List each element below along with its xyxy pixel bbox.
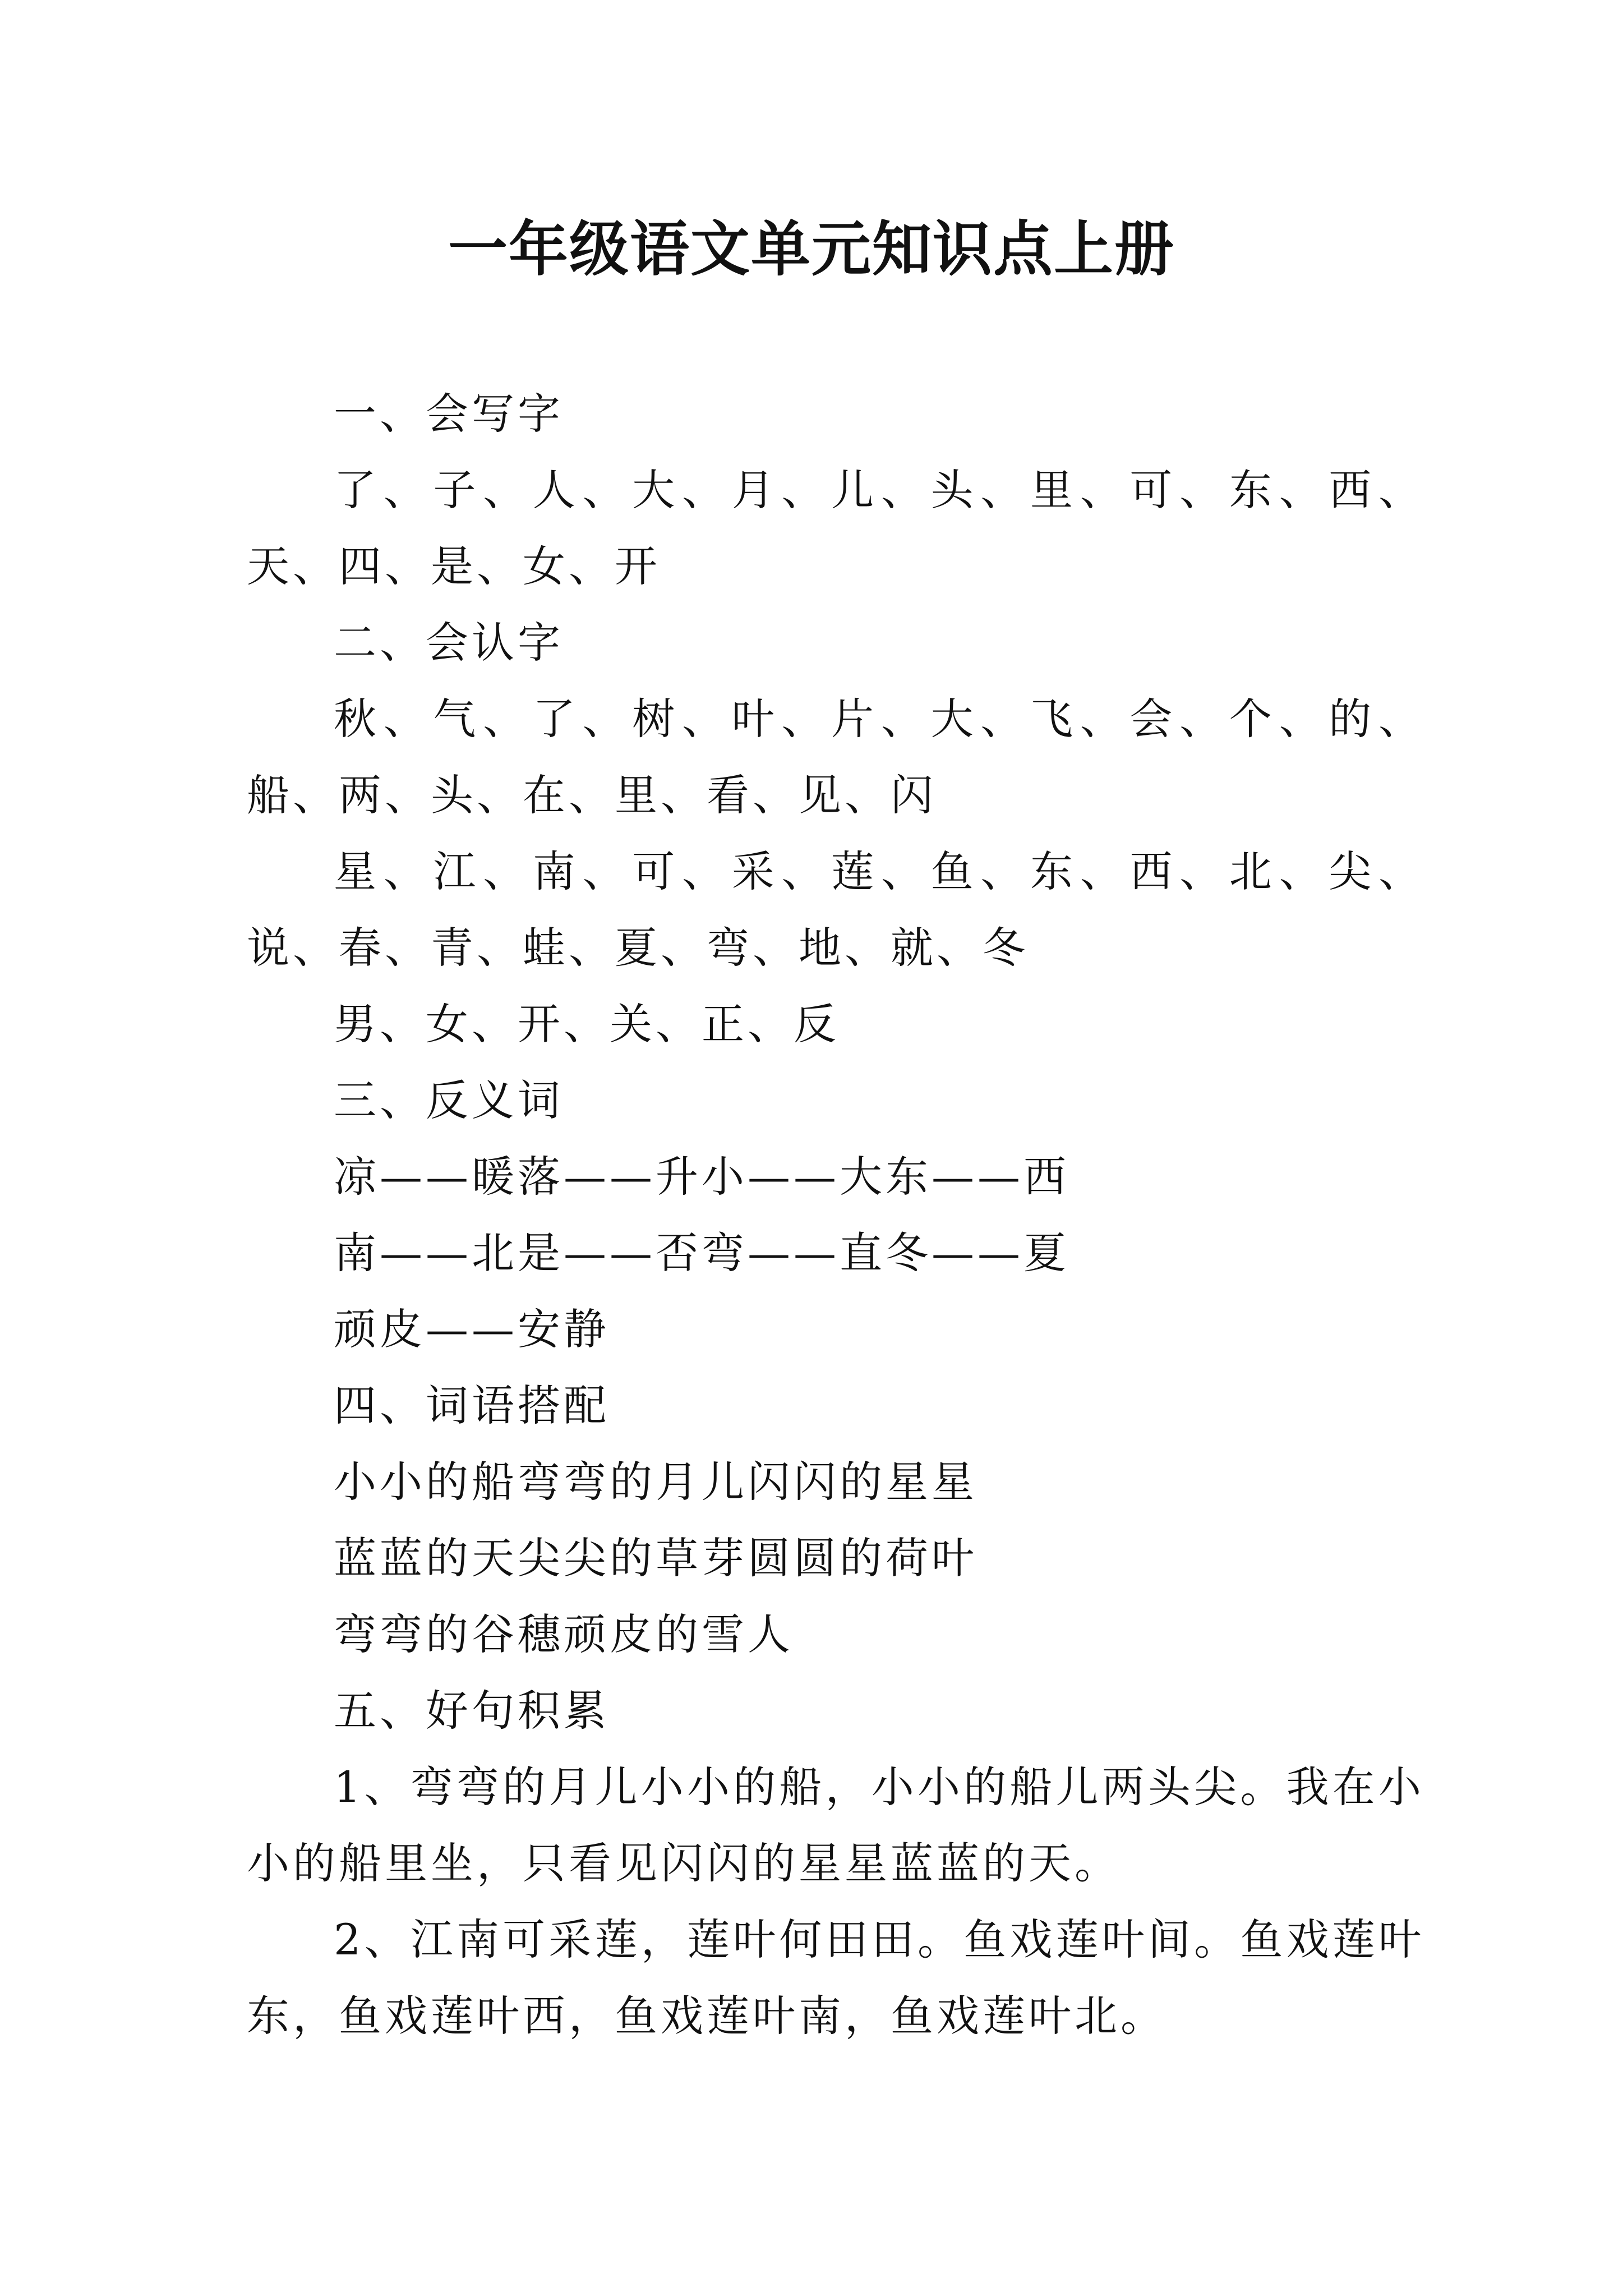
collocation-phrase: 尖尖的草芽 [518,1533,748,1583]
collocation-phrase: 蓝蓝的天 [334,1533,518,1583]
antonym-pair: 是——否 [518,1228,702,1278]
section-heading-write: 一、会写字 [334,389,564,439]
collocation-phrase: 顽皮的雪人 [564,1609,794,1659]
collocation-row [247,1520,1424,1596]
document-title: 一年级语文单元知识点上册 [448,214,1175,284]
section-heading-antonyms: 三、反义词 [334,1075,564,1125]
antonym-pair: 落——升 [518,1152,702,1202]
antonym-pair: 凉——暖 [334,1152,518,1202]
antonym-pair: 顽皮——安静 [334,1304,610,1354]
document-body [247,376,1424,2054]
antonym-pair: 弯——直 [702,1228,886,1278]
write-characters: 了、子、人、大、月、儿、头、里、可、东、西、天、四、是、女、开 [247,465,1424,591]
antonym-pair: 东——西 [886,1152,1069,1202]
antonym-pair: 小——大 [702,1152,886,1202]
section-heading-sentences: 五、好句积累 [334,1686,610,1736]
section-heading-collocations: 四、词语搭配 [334,1381,610,1430]
antonym-pair: 南——北 [334,1228,518,1278]
antonym-row [247,1139,1424,1215]
antonym-pair: 冬——夏 [886,1228,1069,1278]
recognize-characters-2: 星、江、南、可、采、莲、鱼、东、西、北、尖、说、春、青、蛙、夏、弯、地、就、冬 [247,846,1424,973]
collocation-phrase: 圆圆的荷叶 [748,1533,978,1583]
antonym-row [247,1215,1424,1291]
collocation-phrase: 弯弯的月儿 [518,1457,748,1507]
antonym-row [247,1291,1424,1368]
collocation-row [247,1596,1424,1673]
sentence-2: 2、江南可采莲，莲叶何田田。鱼戏莲叶间。鱼戏莲叶东，鱼戏莲叶西，鱼戏莲叶南，鱼戏莲叶北。 [247,1915,1424,2041]
collocation-phrase: 小小的船 [334,1457,518,1507]
section-heading-recognize: 二、会认字 [334,618,564,668]
collocation-row [247,1444,1424,1520]
collocation-phrase: 弯弯的谷穗 [334,1609,564,1659]
recognize-characters-3: 男、女、开、关、正、反 [334,999,840,1049]
sentence-1: 1、弯弯的月儿小小的船，小小的船儿两头尖。我在小小的船里坐，只看见闪闪的星星蓝蓝的天。 [247,1762,1424,1888]
recognize-characters-1: 秋、气、了、树、叶、片、大、飞、会、个、的、船、两、头、在、里、看、见、闪 [247,694,1424,820]
collocation-phrase: 闪闪的星星 [748,1457,978,1507]
